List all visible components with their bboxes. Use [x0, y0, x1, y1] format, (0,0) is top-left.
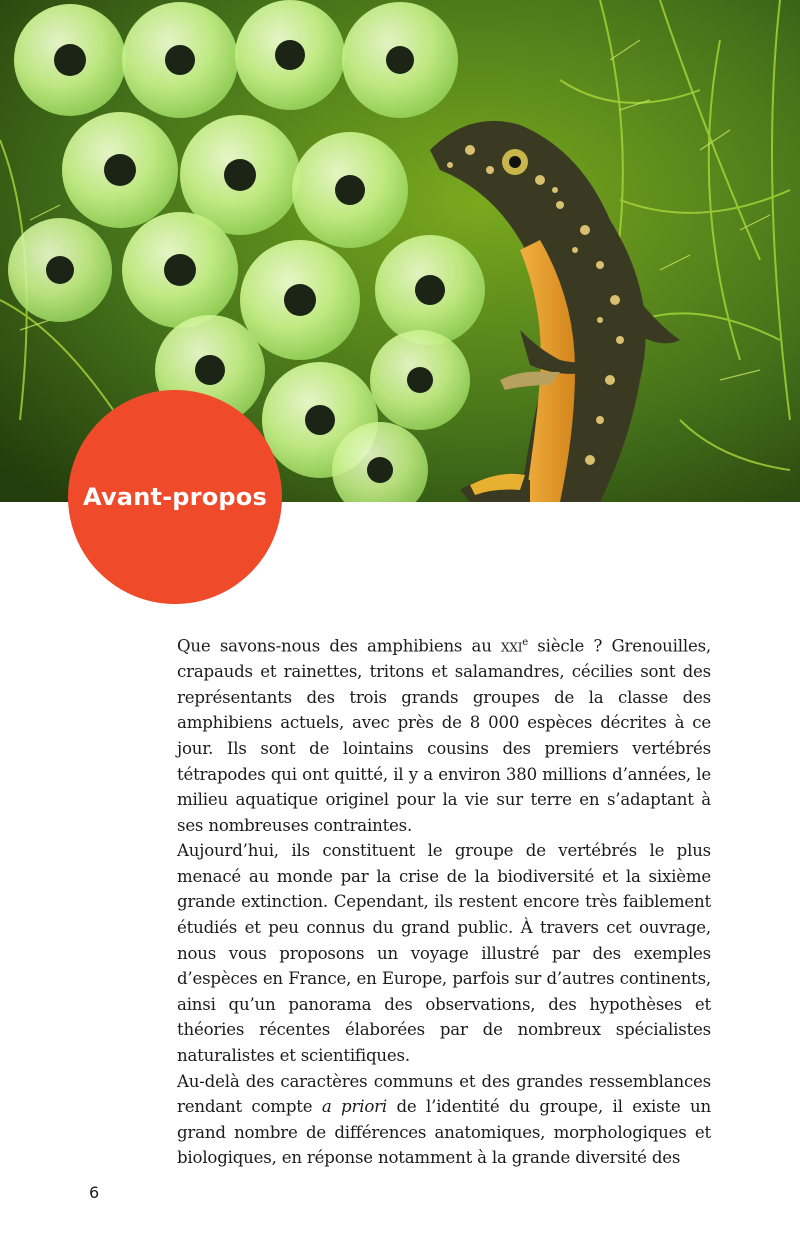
century-superscript: e: [522, 637, 528, 648]
paragraph-3: [177, 1069, 711, 1171]
chapter-title: Avant-propos: [83, 483, 267, 511]
century-numeral: xxi: [501, 636, 523, 656]
paragraph-3-rest: de l’identité du groupe, il existe un grand nombre de différences anatomiques, morphologiques et biologiques, en réponse notamment à la grande diversité des: [177, 1097, 711, 1168]
body-text: [177, 630, 711, 1171]
paragraph-3-start: Au-delà des caractères communs et des grandes ressemblances rendant compte: [177, 1071, 711, 1117]
paragraph-1-start: Que savons-nous des amphibiens au: [177, 636, 502, 656]
paragraph-2: Aujourd’hui, ils constituent le groupe de vertébrés le plus menacé au monde par la crise de la biodiversité et la sixième grande extinction. Cependant, ils restent encore très faiblement étudiés et peu connus du grand public. À travers cet ouvrage, nous vous proposons un voyage illustré par des exemples d’espèces en France, en Europe, parfois sur d’autres continents, ainsi qu’un panorama des observations, des hypothèses et théories récentes élaborées par de nombreux spécialistes naturalistes et scientifiques.: [177, 841, 711, 1066]
italic-phrase: a priori: [321, 1097, 387, 1117]
page-number: 6: [89, 1183, 100, 1202]
chapter-badge: [68, 390, 282, 604]
paragraph-1-rest: siècle ? Grenouilles, crapauds et rainettes, tritons et salamandres, cécilies sont des représentants des trois grands groupes de la classe des amphibiens actuels, avec près de 8 000 espèces décrites à ce jour. Ils sont de lointains cousins des premiers vertébrés tétrapodes qui ont quitté, il y a environ 380 millions d’années, le milieu aquatique originel pour la vie sur terre en s’adaptant à ses nombreuses contraintes.: [177, 636, 711, 835]
paragraph-1: [177, 630, 711, 838]
